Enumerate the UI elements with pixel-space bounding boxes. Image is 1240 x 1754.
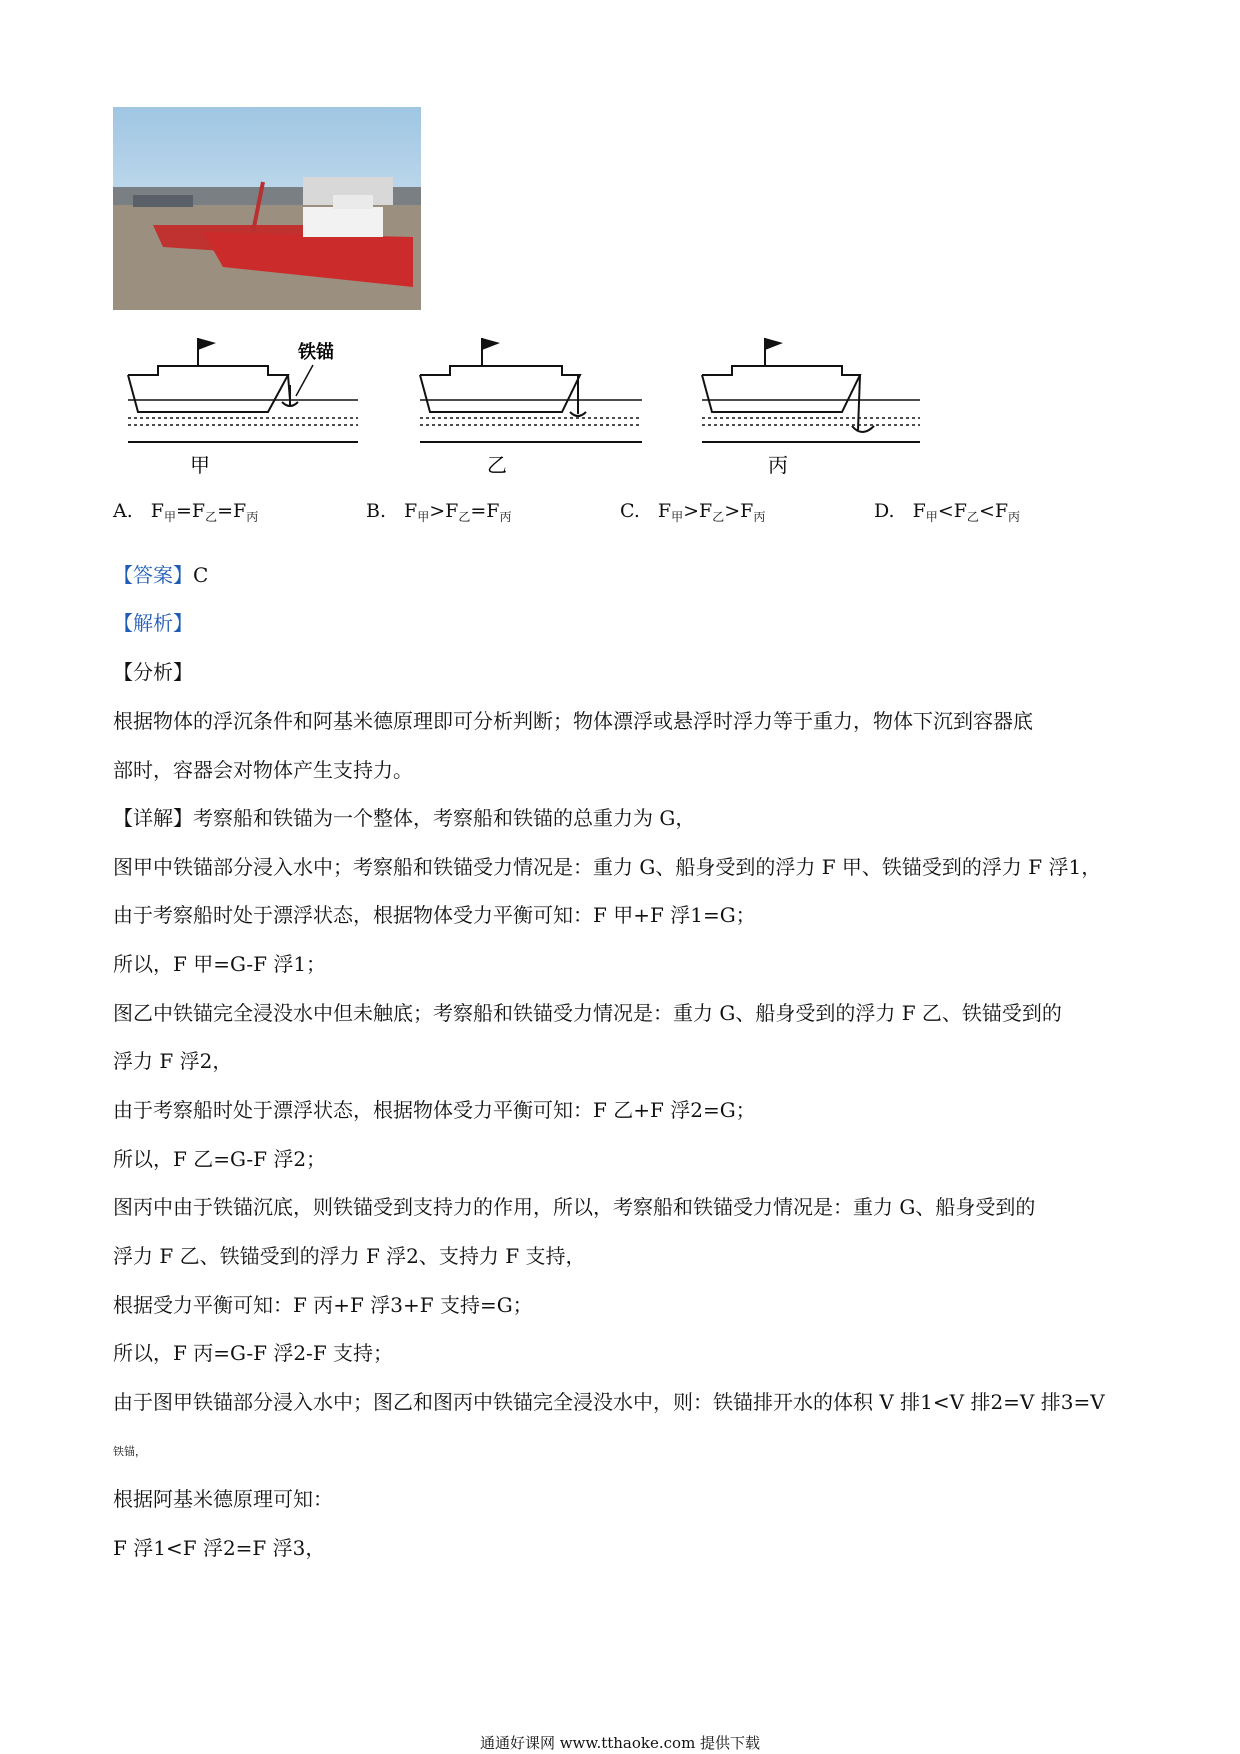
- diagram-label-yi: 乙: [487, 453, 507, 475]
- detail-line-8: 所以，F 乙=G-F 浮2；: [113, 1147, 327, 1171]
- diagram-label-bing: 丙: [768, 453, 788, 475]
- detail-line-6: 浮力 F 浮2，: [113, 1049, 233, 1073]
- detail-line-7: 由于考察船时处于漂浮状态，根据物体受力平衡可知：F 乙+F 浮2=G；: [113, 1098, 756, 1122]
- detail-line-3: 由于考察船时处于漂浮状态，根据物体受力平衡可知：F 甲+F 浮1=G；: [113, 903, 756, 927]
- analysis-line-2: 部时，容器会对物体产生支持力。: [113, 758, 413, 782]
- detail-line-14: 铁锚，: [113, 1445, 146, 1458]
- detail-line-15: 根据阿基米德原理可知：: [113, 1487, 333, 1511]
- diagram-label-jia: 甲: [190, 453, 210, 475]
- detail-line-12: 所以，F 丙=G-F 浮2-F 支持；: [113, 1341, 394, 1365]
- detail-line-10: 浮力 F 乙、铁锚受到的浮力 F 浮2、支持力 F 支持，: [113, 1244, 586, 1268]
- anchor-label: 铁锚: [298, 342, 334, 363]
- detail-line-13: 由于图甲铁锚部分浸入水中；图乙和图丙中铁锚完全浸没水中，则：铁锚排开水的体积 V 排1<V 排2=V 排3=V: [113, 1390, 1105, 1414]
- detail-line-2: 图甲中铁锚部分浸入水中；考察船和铁锚受力情况是：重力 G、船身受到的浮力 F 甲、铁锚受到的浮力 F 浮1，: [113, 855, 1102, 879]
- option-b: B. $F_甲>F_乙=F_丙$: [366, 500, 512, 524]
- analysis-line-1: 根据物体的浮沉条件和阿基米德原理即可分析判断；物体漂浮或悬浮时浮力等于重力，物体下沉到容器底: [113, 709, 1033, 733]
- diagram-jia: [118, 330, 368, 475]
- detail-line-16: F 浮1<F 浮2=F 浮3，: [113, 1536, 326, 1560]
- ship-shape: [128, 338, 288, 412]
- diagram-bing: [690, 330, 930, 475]
- answer-value: C: [193, 563, 209, 587]
- detail-line-11: 根据受力平衡可知：F 丙+F 浮3+F 支持=G；: [113, 1293, 533, 1317]
- ship-shape: [420, 338, 580, 412]
- option-a: A. $F_甲=F_乙=F_丙$: [113, 500, 259, 524]
- footer-text: 通通好课网 www.tthaoke.com 提供下载: [479, 1734, 761, 1752]
- detail-line-9: 图丙中由于铁锚沉底，则铁锚受到支持力的作用，所以，考察船和铁锚受力情况是：重力 G、船身受到的: [113, 1195, 1036, 1219]
- ship-shape: [702, 338, 860, 412]
- detail-line-1: 【详解】考察船和铁锚为一个整体，考察船和铁锚的总重力为 G，: [113, 806, 696, 830]
- flag-icon: [198, 338, 216, 350]
- answer-line: [113, 563, 208, 587]
- fenxi-tag: 【分析】: [113, 660, 193, 684]
- diagram-yi: [412, 330, 652, 475]
- answer-tag: 【答案】: [113, 563, 193, 587]
- detail-line-4: 所以，F 甲=G-F 浮1；: [113, 952, 327, 976]
- anchor-icon: [570, 375, 586, 416]
- ship-photo: [113, 107, 421, 310]
- detail-line-5: 图乙中铁锚完全浸没水中但未触底；考察船和铁锚受力情况是：重力 G、船身受到的浮力 F 乙、铁锚受到的: [113, 1001, 1062, 1025]
- option-d: D. $F_甲<F_乙<F_丙$: [874, 500, 1021, 524]
- option-c: C. $F_甲>F_乙>F_丙$: [620, 500, 766, 524]
- flag-icon: [765, 338, 783, 350]
- detail-tag: 【详解】: [113, 806, 193, 830]
- flag-icon: [482, 338, 500, 350]
- jiexi-tag: 【解析】: [113, 611, 193, 635]
